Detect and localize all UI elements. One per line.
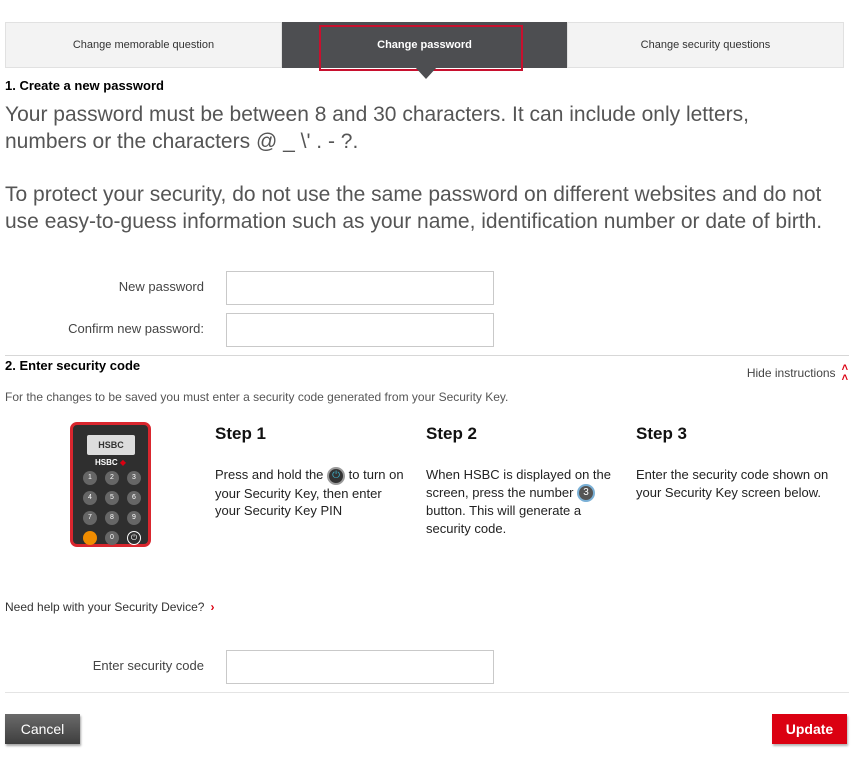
security-code-intro: For the changes to be saved you must enter a security code generated from your Security Key. <box>5 390 509 404</box>
device-keypad <box>83 471 141 545</box>
step-3-title: Step 3 <box>636 424 688 443</box>
device-key: 5 <box>105 491 119 505</box>
security-device-help-link[interactable] <box>5 600 214 614</box>
security-code-row <box>0 650 500 684</box>
section-2-title: 2. Enter security code <box>5 358 141 373</box>
device-key: 3 <box>127 471 141 485</box>
device-key: 1 <box>83 471 97 485</box>
password-rules-text: Your password must be between 8 and 30 characters. It can include only letters, numbers or the characters @ _ \' . - ?. <box>5 103 749 153</box>
help-link-label: Need help with your Security Device? <box>5 600 205 614</box>
device-key: 7 <box>83 511 97 525</box>
new-password-label: New password <box>118 279 204 294</box>
step-2-text-before: When HSBC is displayed on the screen, press the number <box>426 467 611 500</box>
step-2-text <box>426 466 621 537</box>
step-2-title: Step 2 <box>426 424 478 443</box>
security-code-label: Enter security code <box>92 658 204 673</box>
confirm-password-label: Confirm new password: <box>68 321 204 336</box>
device-brand <box>73 458 148 467</box>
confirm-password-input[interactable] <box>226 313 494 347</box>
active-tab-pointer <box>415 67 437 79</box>
security-code-input[interactable] <box>226 650 494 684</box>
step-2 <box>426 424 621 537</box>
step-3 <box>636 424 831 501</box>
device-brand-text: HSBC <box>94 458 118 467</box>
tab-bar <box>5 22 844 68</box>
footer-divider <box>5 692 849 693</box>
device-key: 2 <box>105 471 119 485</box>
tab-change-security-questions[interactable]: Change security questions <box>567 22 844 68</box>
section-divider <box>5 355 849 356</box>
device-key: 6 <box>127 491 141 505</box>
step-1-title: Step 1 <box>215 424 267 443</box>
device-key: 4 <box>83 491 97 505</box>
device-key: 9 <box>127 511 141 525</box>
device-key-orange <box>83 531 97 545</box>
tab-change-password-label: Change password <box>377 39 472 51</box>
device-key: 0 <box>105 531 119 545</box>
hexagon-logo-icon: ◆ <box>119 458 127 467</box>
step-1-text <box>215 466 410 520</box>
step-1-text-before: Press and hold the <box>215 467 324 482</box>
section-1-title: 1. Create a new password <box>5 78 164 93</box>
device-key: 8 <box>105 511 119 525</box>
number-3-button-icon: 3 <box>577 484 595 502</box>
security-key-device-image <box>70 422 151 547</box>
device-screen: HSBC <box>87 435 135 455</box>
new-password-row <box>0 271 500 305</box>
step-1 <box>215 424 410 520</box>
cancel-button[interactable]: Cancel <box>5 714 80 744</box>
power-icon: ⏻ <box>127 531 141 545</box>
password-advice-text: To protect your security, do not use the same password on different websites and do not use easy-to-guess information such as your name, identification number or date of birth. <box>5 183 823 233</box>
tab-change-password[interactable] <box>282 22 567 68</box>
step-2-text-after: button. This will generate a security code. <box>426 503 582 536</box>
new-password-input[interactable] <box>226 271 494 305</box>
hide-instructions-link[interactable] <box>747 363 848 383</box>
step-1-text-after: to turn on your Security Key, then enter your Security Key PIN <box>215 467 404 519</box>
tab-change-memorable-question[interactable]: Change memorable question <box>5 22 282 68</box>
chevron-right-icon: › <box>210 600 215 614</box>
step-3-text: Enter the security code shown on your Security Key screen below. <box>636 467 829 500</box>
chevron-up-icon: ˄ ˄ <box>841 362 848 384</box>
power-button-icon: ⏻ <box>327 467 345 485</box>
confirm-password-row <box>0 313 500 347</box>
hide-instructions-label: Hide instructions <box>746 366 836 380</box>
update-button[interactable]: Update <box>772 714 847 744</box>
